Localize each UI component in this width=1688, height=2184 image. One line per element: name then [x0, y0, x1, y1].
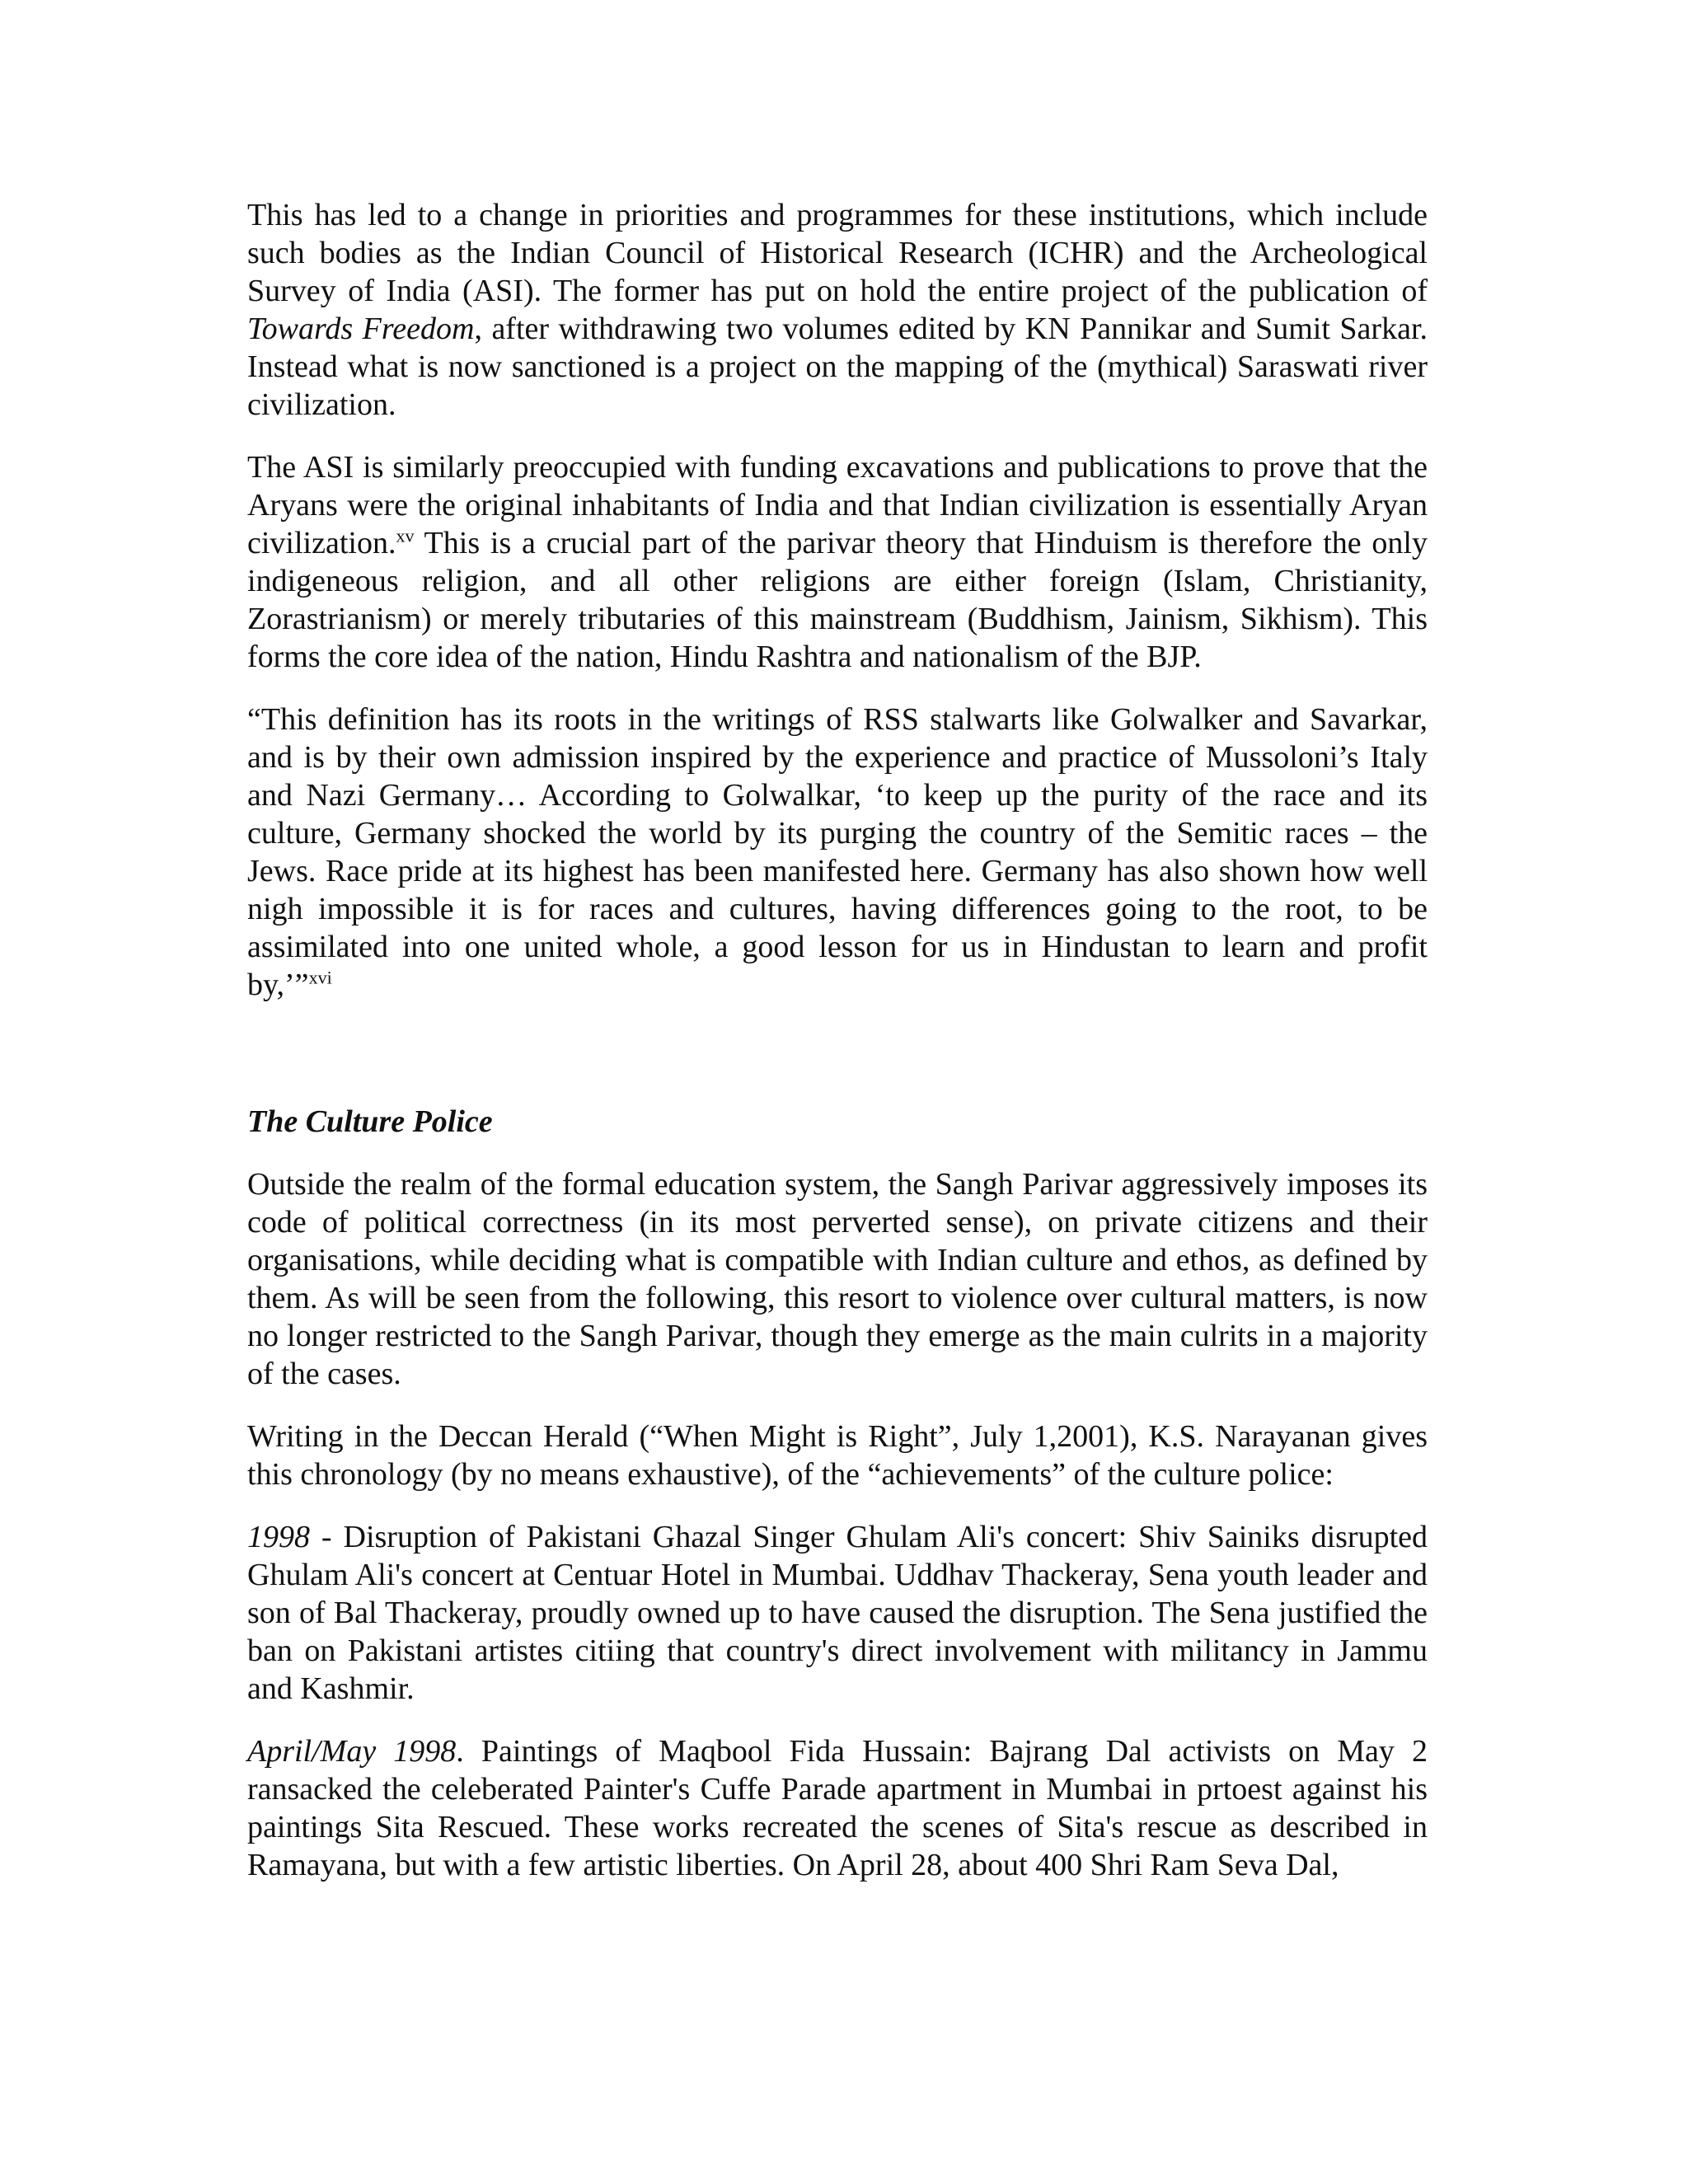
paragraph-asi — [247, 448, 1428, 676]
paragraph-april-may-1998 — [247, 1732, 1428, 1884]
paragraph-text: This has led to a change in priorities and programmes for these institutions, which include such bodies as the Indian Council of Historical Research (ICHR) and the Archeological Survey of India (ASI). The former has put on hold the entire project of the publication of — [247, 198, 1428, 308]
paragraph-deccan-herald — [247, 1418, 1428, 1493]
paragraph-text: , after withdrawing two volumes edited by KN Pannikar and Sumit Sarkar. Instead what is now sanctioned is a project on the mapping of the (mythical) Saraswati river civilization. — [247, 312, 1428, 422]
endnote-marker: xv — [396, 525, 415, 546]
book-title: Towards Freedom — [247, 312, 475, 346]
event-date: April/May 1998 — [247, 1734, 457, 1769]
paragraph-text: Outside the realm of the formal education system, the Sangh Parivar aggressively imposes its code of political correctness (in its most perverted sense), on private citizens and their organisations, while deciding what is compatible with Indian culture and ethos, as defined by them. As will be seen from the following, this resort to violence over cultural matters, is now no longer restricted to the Sangh Parivar, though they emerge as the main culrits in a majority of the cases. — [247, 1167, 1428, 1391]
paragraph-text: . Paintings of Maqbool Fida Hussain: Bajrang Dal activists on May 2 ransacked the celeberated Painter's Cuffe Parade apartment in Mumbai in prtoest against his paintings Sita Rescued. These works recreated the scenes of Sita's rescue as described in Ramayana, but with a few artistic liberties. On April 28, about 400 Shri Ram Seva Dal, — [247, 1734, 1428, 1882]
paragraph-text: This is a crucial part of the parivar theory that Hinduism is therefore the only indigeneous religion, and all other religions are either foreign (Islam, Christianity, Zorastrianism) or merely tributaries of this mainstream (Buddhism, Jainism, Sikhism). This forms the core idea of the nation, Hindu Rashtra and nationalism of the BJP. — [247, 526, 1428, 674]
paragraph-1998 — [247, 1518, 1428, 1708]
paragraph-text: The ASI is similarly preoccupied with funding excavations and publications to prove that the Aryans were the original inhabitants of India and that Indian civilization is essentially Aryan civilization. — [247, 450, 1428, 560]
paragraph-institutions — [247, 196, 1428, 424]
endnote-marker: xvi — [308, 967, 332, 988]
paragraph-quote — [247, 701, 1428, 1004]
paragraph-text: “This definition has its roots in the writings of RSS stalwarts like Golwalker and Savarkar, and is by their own admission inspired by the experience and practice of Mussoloni’s Italy and Nazi Germany… According to Golwalkar, ‘to keep up the purity of the race and its culture, Germany shocked the world by its purging the country of the Semitic races – the Jews. Race pride at its highest has been manifested here. Germany has also shown how well nigh impossible it is for races and cultures, having differences going to the root, to be assimilated into one united whole, a good lesson for us in Hindustan to learn and profit by,’” — [247, 702, 1428, 1002]
section-heading: The Culture Police — [247, 1104, 493, 1139]
paragraph-outside-realm — [247, 1165, 1428, 1393]
paragraph-text: - Disruption of Pakistani Ghazal Singer Ghulam Ali's concert: Shiv Sainiks disrupted Ghulam Ali's concert at Centuar Hotel in Mumbai. Uddhav Thackeray, Sena youth leader and son of Bal Thackeray, proudly owned up to have caused the disruption. The Sena justified the ban on Pakistani artistes citiing that country's direct involvement with militancy in Jammu and Kashmir. — [247, 1520, 1428, 1706]
paragraph-text: Writing in the Deccan Herald (“When Might is Right”, July 1,2001), K.S. Narayanan gives this chronology (by no means exhaustive), of the “achievements” of the culture police: — [247, 1419, 1428, 1492]
event-date: 1998 — [247, 1520, 310, 1554]
document-page — [247, 196, 1428, 1909]
